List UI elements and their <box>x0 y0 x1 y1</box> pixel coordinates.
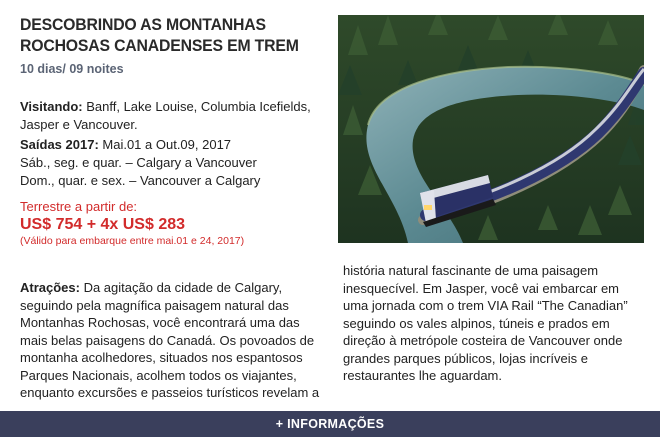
train-photo <box>338 15 644 243</box>
attractions-label: Atrações: <box>20 280 80 295</box>
visiting-label: Visitando: <box>20 99 83 114</box>
title-line-1: DESCOBRINDO AS MONTANHAS <box>20 15 266 34</box>
price-amount: US$ 754 + 4x US$ 283 <box>20 216 186 233</box>
visiting-text: Banff, Lake Louise, Columbia Icefields, Jasper e Vancouver. <box>20 99 311 132</box>
price-note: (Válido para embarque entre mai.01 e 24, 2017) <box>20 235 245 247</box>
more-info-label: + INFORMAÇÕES <box>275 417 385 431</box>
visiting-info <box>20 98 320 134</box>
title-line-2: ROCHOSAS CANADENSES EM TREM <box>20 36 299 55</box>
schedule-line-1: Sáb., seg. e quar. – Calgary a Vancouver <box>20 155 257 170</box>
trip-details <box>20 98 320 190</box>
departures-info <box>20 136 320 154</box>
page-title <box>20 14 299 56</box>
price-block <box>20 199 320 248</box>
attractions-text-right: história natural fascinante de uma paisagem inesquecível. Em Jasper, você vai embarcar em uma jornada com o trem VIA Rail “The Canadian” seguindo os vales alpinos, túneis e prados em direção à metrópole costeira de Vancouver onde grandes parques públicos, lojas incríveis e restaurantes lhe aguardam. <box>343 263 628 383</box>
attractions-text-left: Da agitação da cidade de Calgary, seguindo pela magnífica paisagem natural das Montanhas Rochosas, você encontrará uma das mais belas paisagens do Canadá. Os povoados de montanha acolhedores, situados nos espantosos Parques Nacionais, acolhem todos os viajantes, enquanto excursões e passeios turísticos revelam a <box>20 280 320 400</box>
more-info-button[interactable] <box>0 411 660 437</box>
train-river-illustration <box>338 15 644 243</box>
attractions-column-right <box>343 262 643 385</box>
departures-label: Saídas 2017: <box>20 137 99 152</box>
schedule-line-2: Dom., quar. e sex. – Vancouver a Calgary <box>20 173 261 188</box>
departures-text: Mai.01 a Out.09, 2017 <box>98 137 232 152</box>
attractions-column-left <box>20 279 320 402</box>
price-label: Terrestre a partir de: <box>20 199 138 214</box>
trip-duration: 10 dias/ 09 noites <box>20 62 124 76</box>
